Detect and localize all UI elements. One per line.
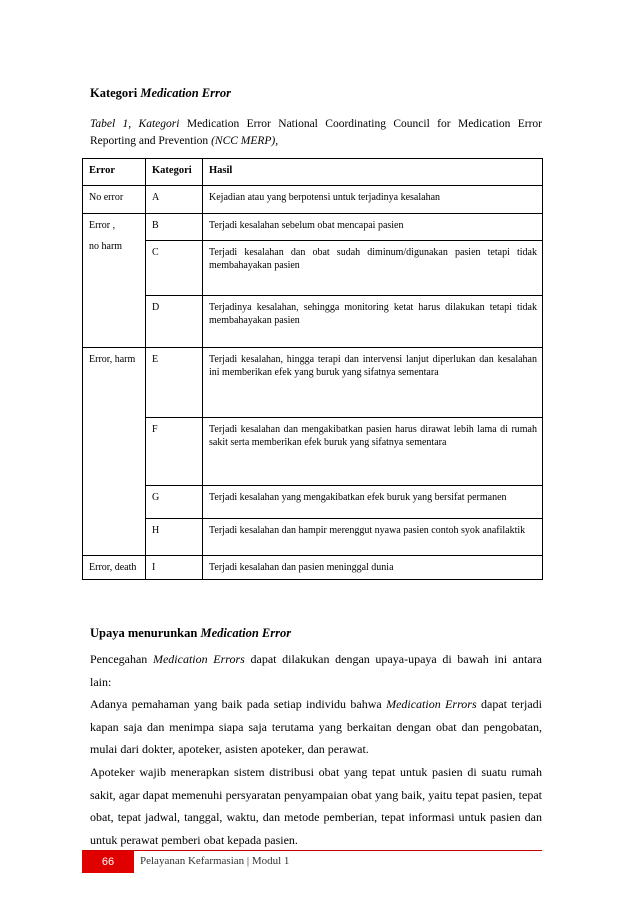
header-hasil: Hasil [203, 159, 543, 186]
cell-kategori: B [146, 214, 203, 241]
cell-kategori: I [146, 556, 203, 580]
cell-error: Error, death [83, 556, 146, 580]
cell-kategori: A [146, 186, 203, 214]
medication-error-table [82, 158, 543, 580]
cell-kategori: G [146, 486, 203, 519]
cell-kategori: C [146, 241, 203, 296]
cell-hasil: Terjadi kesalahan sebelum obat mencapai pasien [203, 214, 543, 241]
cell-kategori: F [146, 418, 203, 486]
table-header-row [83, 159, 543, 186]
cell-hasil: Kejadian atau yang berpotensi untuk terjadinya kesalahan [203, 186, 543, 214]
table-row [83, 186, 543, 214]
cell-error: Error, harm [83, 348, 146, 556]
table-row [83, 241, 543, 296]
paragraph-2: Adanya pemahaman yang baik pada setiap individu bahwa Medication Errors dapat terjadi kapan saja dan menimpa siapa saja terutama yang berkaitan dengan obat dan pengobatan, mulai dari dokter, apoteker, asisten apoteker, dan perawat. [90, 697, 543, 757]
table-row [83, 556, 543, 580]
footer-divider [82, 850, 542, 851]
paragraph-1-end: lain: [90, 674, 112, 689]
table-row [83, 519, 543, 556]
cell-hasil: Terjadi kesalahan dan hampir merenggut nyawa pasien contoh syok anafilaktik [203, 519, 543, 556]
cell-hasil: Terjadi kesalahan dan mengakibatkan pasien harus dirawat lebih lama di rumah sakit serta memberikan efek buruk yang sifatnya sementara [203, 418, 543, 486]
table-row [83, 296, 543, 348]
section-heading-upaya: Upaya menurunkan Medication Error [90, 626, 292, 640]
body-text [90, 648, 542, 851]
section-heading-kategori: Kategori Medication Error [90, 86, 231, 100]
header-error: Error [83, 159, 146, 186]
cell-hasil: Terjadi kesalahan dan pasien meninggal dunia [203, 556, 543, 580]
cell-hasil: Terjadinya kesalahan, sehingga monitoring ketat harus dilakukan tetapi tidak membahayakan pasien [203, 296, 543, 348]
cell-hasil: Terjadi kesalahan dan obat sudah diminum/digunakan pasien tetapi tidak membahayakan pasien [203, 241, 543, 296]
cell-kategori: H [146, 519, 203, 556]
table-row [83, 486, 543, 519]
footer-title: Pelayanan Kefarmasian | Modul 1 [140, 855, 290, 867]
cell-hasil: Terjadi kesalahan, hingga terapi dan intervensi lanjut diperlukan dan kesalahan ini memberikan efek yang buruk yang sifatnya sementara [203, 348, 543, 418]
cell-kategori: E [146, 348, 203, 418]
header-kategori: Kategori [146, 159, 203, 186]
paragraph-1: Pencegahan Medication Errors dapat dilakukan dengan upaya-upaya di bawah ini antara [90, 652, 542, 666]
cell-hasil: Terjadi kesalahan yang mengakibatkan efek buruk yang bersifat permanen [203, 486, 543, 519]
table-row [83, 418, 543, 486]
cell-error: Error , no harm [83, 214, 146, 348]
paragraph-3: Apoteker wajib menerapkan sistem distribusi obat yang tepat untuk pasien di suatu rumah sakit, agar dapat memenuhi persyaratan penyampaian obat yang baik, yaitu tepat pasien, tepat obat, tepat jadwal, tanggal, waktu, dan metode pemberian, tepat informasi untuk pasien dan untuk perawat pemberi obat kepada pasien. [90, 764, 542, 847]
table-caption: Tabel 1, Kategori Medication Error National Coordinating Council for Medication Error Reporting and Prevention (NCC MERP), [90, 118, 543, 147]
page-number: 66 [82, 851, 134, 873]
table-row [83, 214, 543, 241]
cell-error: No error [83, 186, 146, 214]
table-row [83, 348, 543, 418]
cell-kategori: D [146, 296, 203, 348]
